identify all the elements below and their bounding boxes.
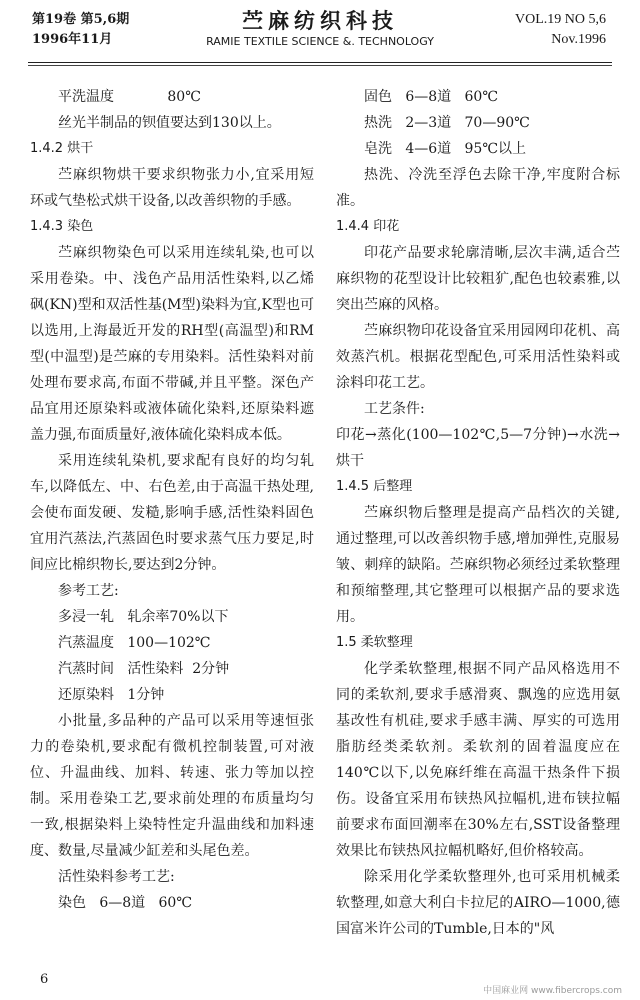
right-column	[336, 84, 620, 942]
param-line: 染色 6—8道 60℃	[58, 895, 192, 911]
dyeing-paragraph-2: 采用连续轧染机,要求配有良好的均匀轧车,以降低左、中、右色差,由于高温干热处理,会使布面发硬、发糙,影响手感,活性染料固色宜用汽蒸法,汽蒸固色时要求蒸气压力要足,时间应比棉织物长,要达到2分钟。	[30, 453, 314, 573]
section-1-4-5: 1.4.5 后整理	[336, 479, 413, 494]
section-1-5: 1.5 柔软整理	[336, 635, 413, 650]
section-1-4-3: 1.4.3 染色	[30, 219, 94, 234]
drying-paragraph: 苎麻织物烘干要求织物张力小,宜采用短环或气垫松式烘干设备,以改善织物的手感。	[30, 167, 314, 209]
softening-paragraph-1: 化学柔软整理,根据不同产品风格选用不同的柔软剂,要求手感滑爽、飘逸的应选用氨基改性有机硅,要求手感丰满、厚实的可选用脂肪经类柔软剂。柔软剂的固着温度应在140℃以下,以免麻纤维在高温干热条件下损伤。设备宜采用布铗热风拉幅机,进布铗拉幅前要求布面回潮率在30%左右,SST设备整理效果比布铗热风拉幅机略好,但价格较高。	[336, 661, 620, 859]
header-rule-thin	[28, 65, 612, 66]
printing-paragraph-2: 苎麻织物印花设备宜采用园网印花机、高效蒸汽机。根据花型配色,可采用活性染料或涂料印花工艺。	[336, 323, 620, 391]
journal-header	[0, 0, 640, 64]
section-1-4-2: 1.4.2 烘干	[30, 141, 94, 156]
section-1-4-4: 1.4.4 印花	[336, 219, 400, 234]
params-title-1: 参考工艺:	[58, 583, 119, 599]
wash-paragraph: 热洗、冷洗至浮色去除干净,牢度附合标准。	[336, 167, 620, 209]
mercerize-line: 丝光半制品的钡值要达到130以上。	[58, 115, 281, 131]
journal-title-cn: 苎麻纺织科技	[242, 8, 398, 33]
date-en: Nov.1996	[551, 32, 606, 47]
volume-cn: 第19卷 第5,6期	[32, 12, 130, 27]
dyeing-paragraph-1: 苎麻织物染色可以采用连续轧染,也可以采用卷染。中、浅色产品用活性染料,以乙烯砜(KN)型和双活性基(M型)染料为宜,K型也可以选用,上海最近开发的RH型(高温型)和RM型(中温型)是苎麻的专用染料。活性染料对前处理布要求高,布面不带碱,并且平整。深色产品宜用还原染料或液体硫化染料,还原染料遮盖力强,布面质量好,液体硫化染料成本低。	[30, 245, 314, 443]
header-left	[32, 10, 129, 50]
process-title: 工艺条件:	[364, 401, 425, 417]
param-line: 固色 6—8道 60℃	[364, 89, 498, 105]
date-cn: 1996年11月	[32, 32, 113, 47]
wash-temp-line: 平洗温度 80℃	[58, 89, 201, 105]
softening-paragraph-2: 除采用化学柔软整理外,也可采用机械柔软整理,如意大利白卡拉尼的AIRO—1000,德国富米许公司的Tumble,日本的"风	[336, 869, 620, 937]
param-line: 汽蒸时间 活性染料 2分钟	[58, 661, 230, 677]
printing-paragraph-1: 印花产品要求轮廓清晰,层次丰满,适合苎麻织物的花型设计比较粗犷,配色也较素雅,以突出苎麻的风格。	[336, 245, 620, 313]
params-title-2: 活性染料参考工艺:	[58, 869, 175, 885]
page-number: 6	[40, 972, 49, 987]
param-line: 还原染料 1分钟	[58, 687, 165, 703]
volume-en: VOL.19 NO 5,6	[515, 12, 606, 27]
finishing-paragraph: 苎麻织物后整理是提高产品档次的关键,通过整理,可以改善织物手感,增加弹性,克服易皱、刺痒的缺陷。苎麻织物必须经过柔软整理和预缩整理,其它整理可以根据产品的要求选用。	[336, 505, 620, 625]
param-line: 汽蒸温度 100—102℃	[58, 635, 211, 651]
site-watermark: 中国麻业网 www.fibercrops.com	[483, 986, 622, 996]
header-center	[150, 8, 490, 50]
param-line: 皂洗 4—6道 95℃以上	[364, 141, 526, 157]
param-line: 多浸一轧 轧余率70%以下	[58, 609, 229, 625]
small-batch-paragraph: 小批量,多品种的产品可以采用等速恒张力的卷染机,要求配有微机控制装置,可对液位、升温曲线、加料、转速、张力等加以控制。采用卷染工艺,要求前处理的布质量均匀一致,根据染料上染特性定升温曲线和加料速度、数量,尽量减少缸差和头尾色差。	[30, 713, 314, 859]
header-rule	[28, 62, 612, 63]
left-column	[30, 84, 314, 916]
process-line: 印花→蒸化(100—102℃,5—7分钟)→水洗→烘干	[336, 427, 620, 469]
header-right	[515, 10, 606, 50]
param-line: 热洗 2—3道 70—90℃	[364, 115, 530, 131]
journal-title-en: RAMIE TEXTILE SCIENCE &. TECHNOLOGY	[206, 35, 434, 48]
